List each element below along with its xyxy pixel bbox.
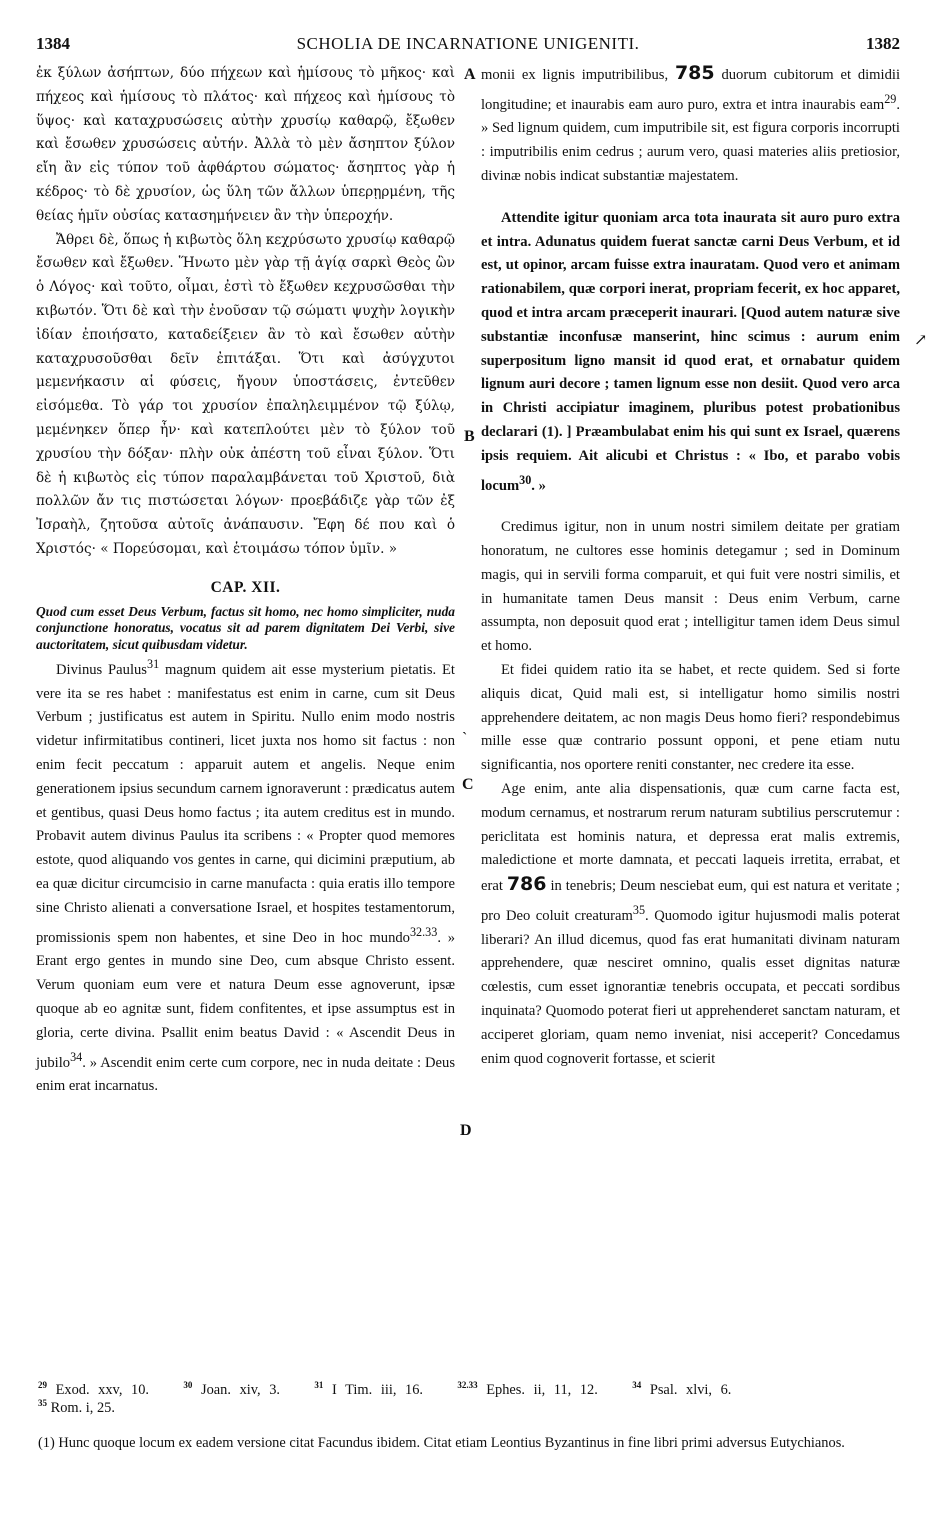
margin-letter-b: B (464, 428, 475, 445)
footnote-mark-29: 29 (38, 1380, 47, 1390)
right-paragraph-3: Credimus igitur, non in unum nostri similem deitate per gratiam honoratum, ne cultores esse hominis detegamur ; sed in Dominum magis, qui in servili forma comparuit, et qui fuit vere nostri similis, et in humanitate tamen Deus mansit : Deus enim Verbum, carne assumpta, non deposuit quod erat ; intelligitur tamen idem Deus simul et homo. (481, 519, 900, 655)
right-p1-part-b: duorum cubitorum et dimidii longitudine; et inaurabis eam auro puro, extra et intra inaurabis eam (481, 67, 900, 113)
latin-p1-part-b: magnum quidem ait esse mysterium pietatis. Et vere ita se res habet : manifestatus est enim in carne, cum sit Deus Verbum ; justificatus est autem in Spiritu. Nullo enim modo nostris videtur infirmitatibus contineri, licet juxta nos homo sit factus : non enim fecit peccatum : apparuit autem et angelis. Neque enim generationem ipsius secundum carnem ignoraverunt : prædicatus autem et gentibus, quasi Deus homo factus ; ita autem creditus est in mundo. Probavit autem divinus Paulus ita scribens : « Propter quod memores estote, quod aliquando vos gentes in carne, qui dicimini præputium, ab ea quæ dicitur circumcisio in carne manufacta : quia eratis illo tempore sine Christo alienati a conversatione Israel, et hospites testamentorum, promissionis spem non habentes, et sine Deo in hoc mundo (36, 661, 455, 946)
right-paragraph-4: Et fidei quidem ratio ita se habet, et recte quidem. Sed si forte aliquis dicat, Quid mali est, si intelligatur homo similis nostri apprehendere deitatem, ac non magis Deus homo fieri? respondebimus mille esse quæ contrario possunt opponi, et pene etiam nutu significantia, nos oportere reniti constanter, nec credere ita esse. (481, 662, 900, 774)
footnote-ref-34: 34 (70, 1049, 83, 1064)
footnotes-line-2 (38, 1394, 900, 1417)
running-head (36, 34, 900, 56)
footnote-ref-29: 29 (884, 91, 897, 106)
margin-letter-d: D (460, 1122, 472, 1139)
page-number-right: 1382 (866, 34, 900, 53)
margin-letter-a: A (464, 66, 476, 83)
right-p5-part-a: Age enim, ante alia dispensationis, quæ cum carne facta est, modum cernamus, et nostrarum rerum naturam subtilius perscrutemur : periclitata est hominis natura, et depressa erat malis extremis, maledictione et morte damnata, et peccati laqueis irretita, errabat, et erat (481, 781, 900, 895)
right-paragraph-2 (481, 207, 900, 498)
footnote-text-35: Rom. i, 25. (47, 1399, 115, 1416)
right-p1-part-c: . » Sed lignum quidem, cum imputribile sit, est figura corporis incorrupti : imputribilis enim cedrus ; aurum vero, quasi materies aliis pretiosior, divinæ nobis indicat substantiæ majestatem. (481, 96, 900, 185)
footnote-text-34: Psal. xlvi, 6. (641, 1381, 732, 1398)
footnote-mark-32-33: 32.33 (457, 1380, 478, 1390)
right-p5-part-b: in tenebris; Deum nesciebat eum, qui est natura et veritate ; pro Deo coluit creaturam (481, 878, 900, 924)
footnote-mark-30: 30 (183, 1380, 193, 1390)
column-number-785: 785 (674, 62, 715, 84)
latin-p1-part-c: . » Erant ergo gentes in mundo sine Deo, cum absque Christo essent. Verum quoniam eum vere et natura Deum esse agnoverunt, ipsæ quoque ab eo agnitæ sunt, fidem confitentes, et ipse assumptus est in gloria, certe divina. Psallit enim beatus David : « Ascendit Deus in jubilo (36, 929, 456, 1071)
footnote-mark-35: 35 (38, 1398, 47, 1408)
footnote-text-31: I Tim. iii, 16. (323, 1381, 423, 1398)
right-paragraph-5 (481, 778, 900, 1071)
right-paragraph-1 (481, 62, 900, 189)
footnote-mark-31: 31 (314, 1380, 324, 1390)
latin-paragraph-1 (36, 653, 455, 1099)
right-p2-part-b: . » (531, 477, 546, 494)
footnote-mark-34: 34 (632, 1380, 642, 1390)
margin-arrow-mark: ↗ (914, 332, 928, 349)
footnote-ref-30: 30 (519, 472, 532, 487)
footnote-text-32-33: Ephes. ii, 11, 12. (477, 1381, 598, 1398)
chapter-title: CAP. XII. (210, 578, 281, 596)
footnote-ref-31: 31 (146, 657, 160, 672)
chapter-subtitle: Quod cum esset Deus Verbum, factus sit homo, nec homo simpliciter, nuda conjunctione honoratus, vocatus sit ad parem dignitatem Dei Verbi, sive auctoritatem, sicut quibusdam videtur. (36, 603, 455, 652)
footnote-ref-32-33: 32.33 (409, 924, 438, 939)
editorial-note: (1) Hunc quoque locum ex eadem versione citat Facundus ibidem. Citat etiam Leontius Byzantinus in fine libri primi adversus Eutychianos. (38, 1435, 845, 1451)
paragraph-gap (481, 189, 900, 207)
latin-p1-part-a: Divinus Paulus (56, 661, 147, 678)
right-column-latin (481, 62, 900, 1071)
page-title: SCHOLIA DE INCARNATIONE UNIGENITI. (296, 34, 640, 53)
left-column-greek-latin (36, 62, 455, 1099)
margin-letter-c: C (462, 776, 474, 793)
greek-paragraph-1: ἐκ ξύλων ἀσήπτων, δύο πήχεων καὶ ἡμίσους τὸ μῆκος· καὶ πήχεος καὶ ἡμίσους τὸ πλάτος· καὶ πήχεος καὶ ἡμίσους τὸ ὕψος· καὶ καταχρυσώσεις αὐτὴν χρυσίῳ καθαρῷ, ἔξωθεν καὶ ἔσωθεν χρυσώσεις αὐτήν. Ἀλλὰ τὸ μὲν ἄσηπτον ξύλον εἴη ἂν εἰς τύπον τοῦ ἀφθάρτου σώματος· ἄσηπτος γὰρ ἡ κέδρος· τὸ δὲ χρυσίον, ὡς ὕλη τῶν ἄλλων ὑπερῃρμένη, τῆς θείας ἡμῖν οὐσίας κατασημήνειεν ἂν τὴν ὑπεροχήν. (36, 65, 455, 224)
greek-paragraph-2: Ἄθρει δὲ, ὅπως ἡ κιβωτὸς ὅλη κεχρύσωτο χρυσίῳ καθαρῷ ἔσωθεν καὶ ἔξωθεν. Ἥνωτο μὲν γὰρ τῇ ἁγίᾳ σαρκὶ Θεὸς ὢν ὁ Λόγος· καὶ τοῦτο, οἶμαι, ἐστὶ τὸ ἔξωθεν κεχρυσῶσθαι τὴν κιβωτόν. Ὅτι δὲ καὶ τὴν ἐνοῦσαν τῷ σώματι ψυχὴν λογικὴν ἰδίαν ἐποιήσατο, καταδείξειεν ἂν τὸ καὶ ἔσωθεν αὐτὴν καταχρυσοῦσθαι δεῖν ἐπιτάξαι. Ὅτι καὶ ἀσύγχυτοι μεμενήκασιν αἱ φύσεις, ἤγουν ὑποστάσεις, ἐντεῦθεν εἰσόμεθα. Τὸ γάρ τοι χρυσίον ἐπαληλειμμένον τῷ ξύλῳ, μεμένηκεν ὅπερ ἦν· καὶ κατεπλούτει μὲν τὸ ξύλον τοῦ χρυσίου τὴν δόξαν· πλὴν οὐκ ἀπέστη τοῦ εἶναι ξύλον. Ὅτι δὲ ἡ κιβωτὸς εἰς τύπον παραλαμβάνεται τοῦ Χριστοῦ, διὰ πολλῶν ἄν τις πιστώσεται λόγων· προεβάδιζε γὰρ τῶν ἐξ Ἰσραὴλ, ζητοῦσα αὐτοῖς ἀνάπαυσιν. Ἔφη δέ που καὶ ὁ Χριστός· « Πορεύσομαι, καὶ ἑτοιμάσω τόπον ὑμῖν. » (36, 231, 455, 557)
page-number-left: 1384 (36, 34, 70, 53)
right-p1-part-a: monii ex lignis imputribilibus, (481, 67, 669, 83)
right-p5-part-c: . Quomodo igitur hujusmodi malis poterat liberari? An illud dicemus, quod fas erat humanitati divinam naturam apprehendere, quæ nesciret omnino, qualis esset dignitas naturæ cœlestis, cum esset ignorantiæ tenebris occupata, et peccati sordibus inquinata? Quomodo poterat fieri ut apprehenderet sanctam naturam, et acciperet gloriam, quam nemo inveniat, nisi acceperit? Concedamus enim quod cognoverit fortasse, et scierit (481, 907, 900, 1067)
right-p2-part-a: Attendite igitur quoniam arca tota inaurata sit auro puro extra et intra. Adunatus quidem fuerat sanctæ carni Deus Verbum, et id est, ut opinor, arcam fuisse extra inauratam. Quod vero et animam rationabilem, quæ corpori inerat, propriam fecerit, ex hoc apparet, quod et intra arcam præceperit inaurari. [Quod autem naturæ sive substantiæ inconfusæ manserint, hinc scimus : aurum enim superpositum ligno mansit id quod erat, et ornabatur quidem lignum auri decore ; tamen lignum esse non desiit. Quod vero arca in Christi accipiatur imaginem, pluribus potest probationibus declarari (1). ] Præambulabat enim his qui sunt ex Israel, quærens ipsis requiem. Ait alicubi et Christus : « Ibo, et parabo vobis locum (481, 209, 900, 494)
footnote-ref-35: 35 (632, 903, 646, 918)
latin-p1-part-d: . » Ascendit enim certe cum corpore, nec in nuda deitate : Deus enim erat incarnatus. (36, 1054, 455, 1095)
paragraph-gap (481, 498, 900, 516)
margin-tick-mark: ˏ (462, 718, 468, 735)
column-number-786: 786 (506, 873, 547, 896)
footnote-text-30: Joan. xiv, 3. (192, 1381, 281, 1398)
footnote-text-29: Exod. xxv, 10. (47, 1381, 150, 1398)
